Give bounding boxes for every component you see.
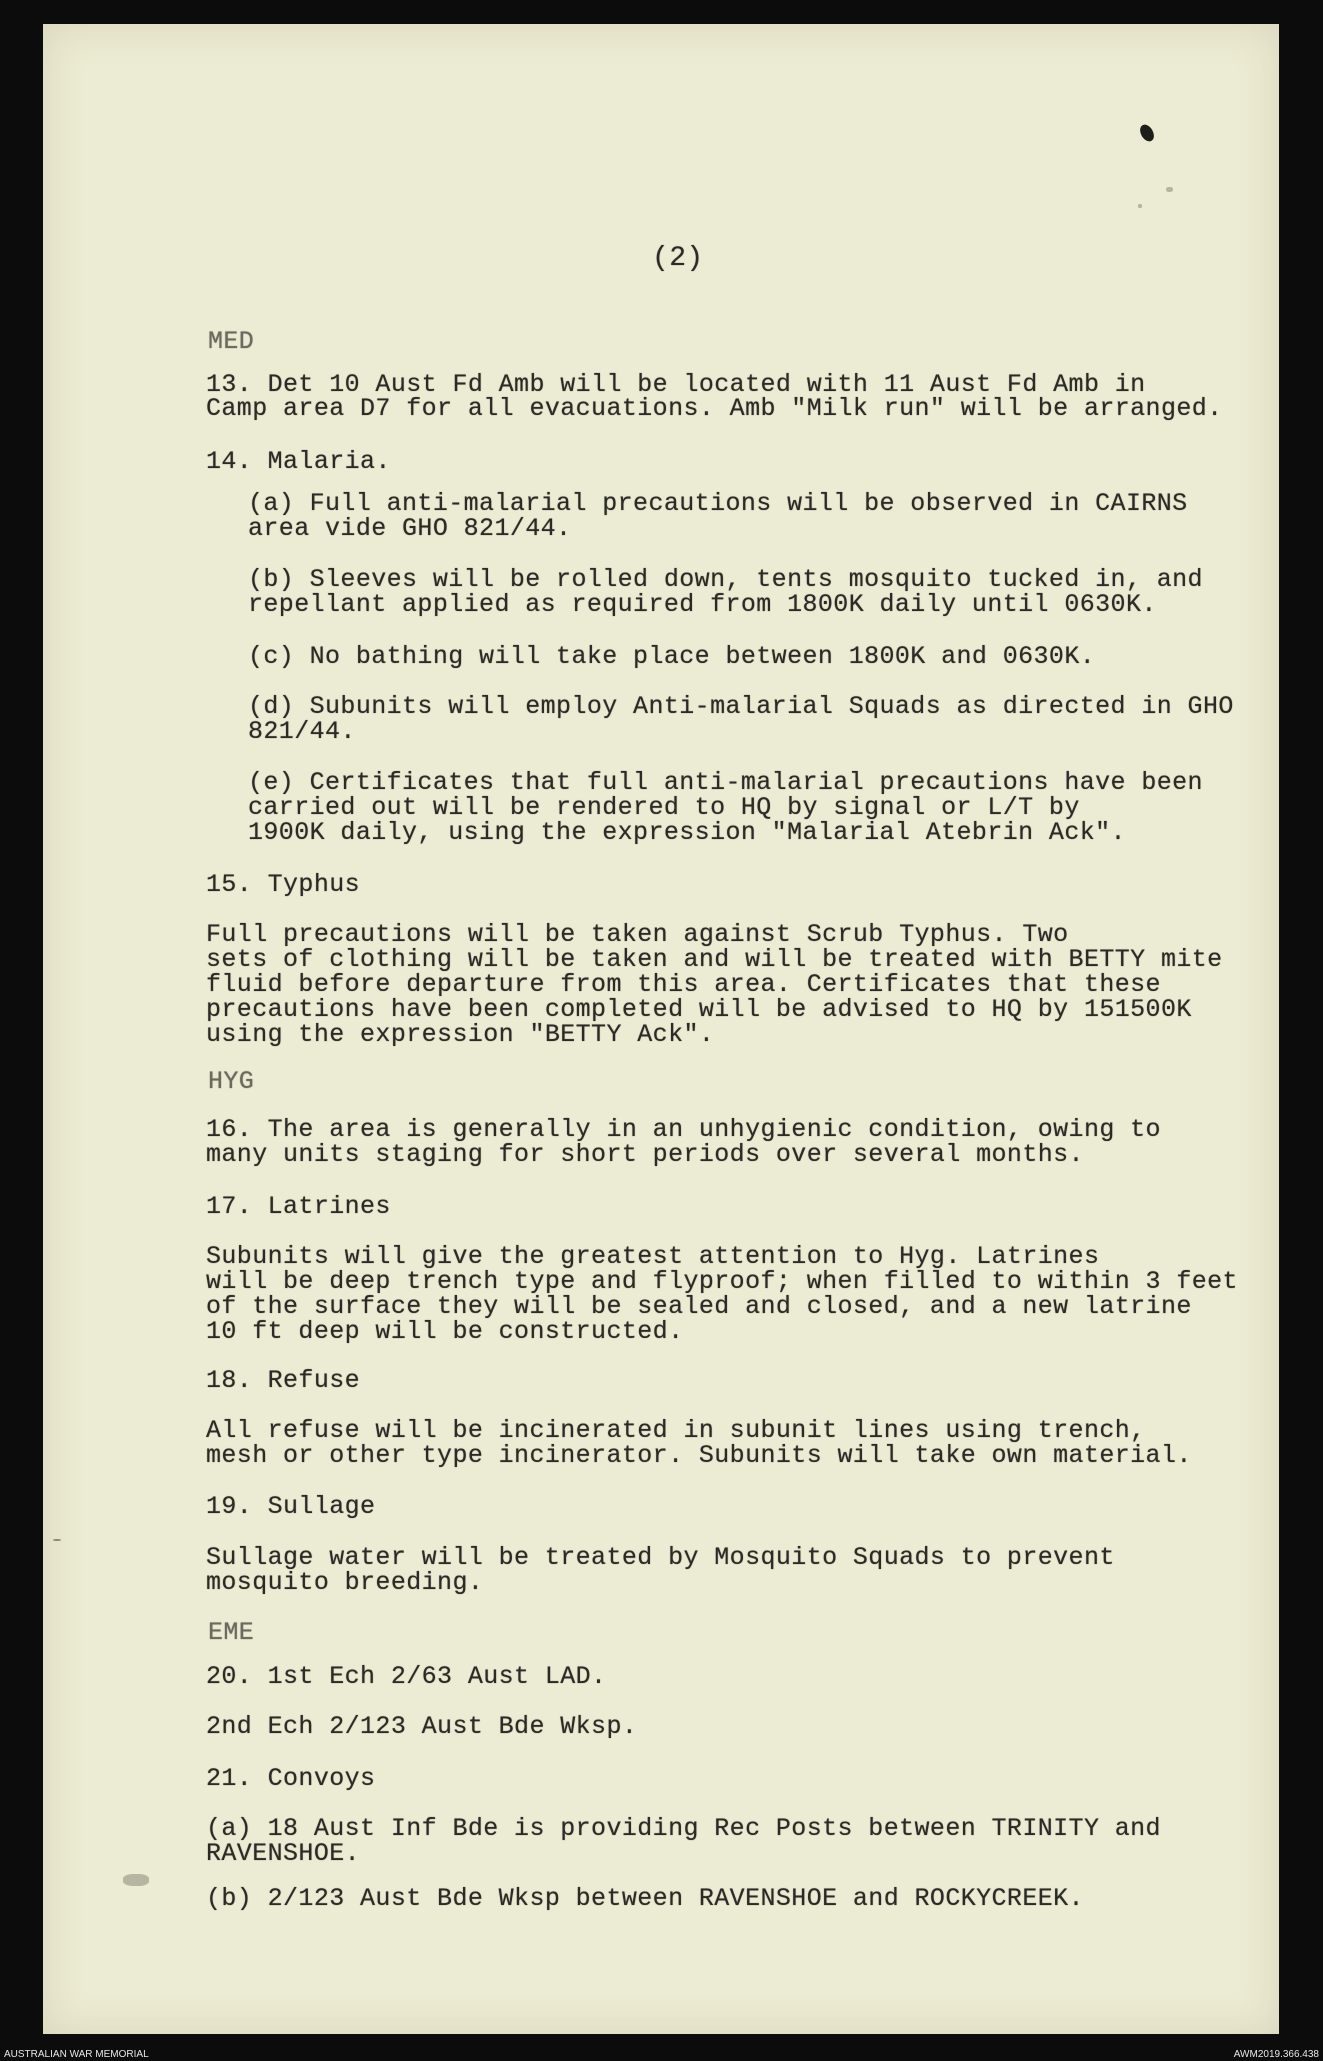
ink-speck	[1166, 187, 1173, 192]
section-heading-hyg: HYG	[208, 1067, 255, 1096]
paragraph-14a-line-1: (a) Full anti-malarial precautions will be observed in CAIRNS	[248, 489, 1188, 518]
paragraph-14c: (c) No bathing will take place between 1800K and 0630K.	[248, 642, 1096, 671]
paragraph-18-heading: 18. Refuse	[206, 1366, 361, 1395]
paragraph-14d-line-2: 821/44.	[248, 717, 356, 746]
typhus-text-line-3: fluid before departure from this area. Certificates that these	[206, 970, 1161, 999]
latrines-text-line-2: will be deep trench type and flyproof; when filled to within 3 feet	[206, 1267, 1238, 1296]
footer-institution: AUSTRALIAN WAR MEMORIAL	[4, 2049, 149, 2060]
typhus-text-line-2: sets of clothing will be taken and will be treated with BETTY mite	[206, 945, 1223, 974]
paragraph-14a-line-2: area vide GHO 821/44.	[248, 514, 572, 543]
paragraph-16-line-2: many units staging for short periods over several months.	[206, 1140, 1084, 1169]
paragraph-20-line-1: 20. 1st Ech 2/63 Aust LAD.	[206, 1662, 607, 1691]
paragraph-13-line-1: 13. Det 10 Aust Fd Amb will be located with 11 Aust Fd Amb in	[206, 370, 1146, 399]
document-page	[43, 24, 1279, 2034]
paragraph-17-heading: 17. Latrines	[206, 1192, 391, 1221]
ink-mark	[1137, 122, 1156, 144]
paragraph-19-heading: 19. Sullage	[206, 1492, 376, 1521]
paragraph-16-line-1: 16. The area is generally in an unhygienic condition, owing to	[206, 1115, 1161, 1144]
page-number: (2)	[652, 243, 704, 274]
typhus-text-line-5: using the expression "BETTY Ack".	[206, 1020, 715, 1049]
ink-speck	[1138, 204, 1142, 208]
sullage-text-line-1: Sullage water will be treated by Mosquito Squads to prevent	[206, 1543, 1115, 1572]
refuse-text-line-1: All refuse will be incinerated in subunit lines using trench,	[206, 1416, 1146, 1445]
latrines-text-line-3: of the surface they will be sealed and closed, and a new latrine	[206, 1292, 1192, 1321]
paragraph-14e-line-2: carried out will be rendered to HQ by signal or L/T by	[248, 793, 1080, 822]
sullage-text-line-2: mosquito breeding.	[206, 1568, 484, 1597]
paragraph-15-heading: 15. Typhus	[206, 870, 361, 899]
paragraph-21-heading: 21. Convoys	[206, 1764, 376, 1793]
paragraph-14-heading: 14. Malaria.	[206, 447, 391, 476]
latrines-text-line-1: Subunits will give the greatest attention to Hyg. Latrines	[206, 1242, 1100, 1271]
paragraph-13-line-2: Camp area D7 for all evacuations. Amb "Milk run" will be arranged.	[206, 394, 1223, 423]
paragraph-14b-line-2: repellant applied as required from 1800K daily until 0630K.	[248, 590, 1157, 619]
footer-accession-number: AWM2019.366.438	[1233, 2049, 1319, 2060]
refuse-text-line-2: mesh or other type incinerator. Subunits will take own material.	[206, 1441, 1192, 1470]
typhus-text-line-4: precautions have been completed will be advised to HQ by 151500K	[206, 995, 1192, 1024]
smudge	[123, 1874, 149, 1886]
paragraph-14d-line-1: (d) Subunits will employ Anti-malarial Squads as directed in GHO	[248, 692, 1234, 721]
section-heading-med: MED	[208, 327, 255, 356]
paragraph-21a-line-1: (a) 18 Aust Inf Bde is providing Rec Posts between TRINITY and	[206, 1814, 1161, 1843]
paragraph-14e-line-3: 1900K daily, using the expression "Malarial Atebrin Ack".	[248, 818, 1126, 847]
paragraph-14e-line-1: (e) Certificates that full anti-malarial precautions have been	[248, 768, 1203, 797]
paragraph-20-line-2: 2nd Ech 2/123 Aust Bde Wksp.	[206, 1712, 638, 1741]
section-heading-eme: EME	[208, 1618, 255, 1647]
latrines-text-line-4: 10 ft deep will be constructed.	[206, 1317, 684, 1346]
paragraph-21b: (b) 2/123 Aust Bde Wksp between RAVENSHOE and ROCKYCREEK.	[206, 1884, 1084, 1913]
paragraph-14b-line-1: (b) Sleeves will be rolled down, tents mosquito tucked in, and	[248, 565, 1203, 594]
typhus-text-line-1: Full precautions will be taken against Scrub Typhus. Two	[206, 920, 1069, 949]
footer-bar	[0, 2050, 1323, 2061]
paragraph-21a-line-2: RAVENSHOE.	[206, 1839, 361, 1868]
edge-tick	[53, 1539, 61, 1541]
